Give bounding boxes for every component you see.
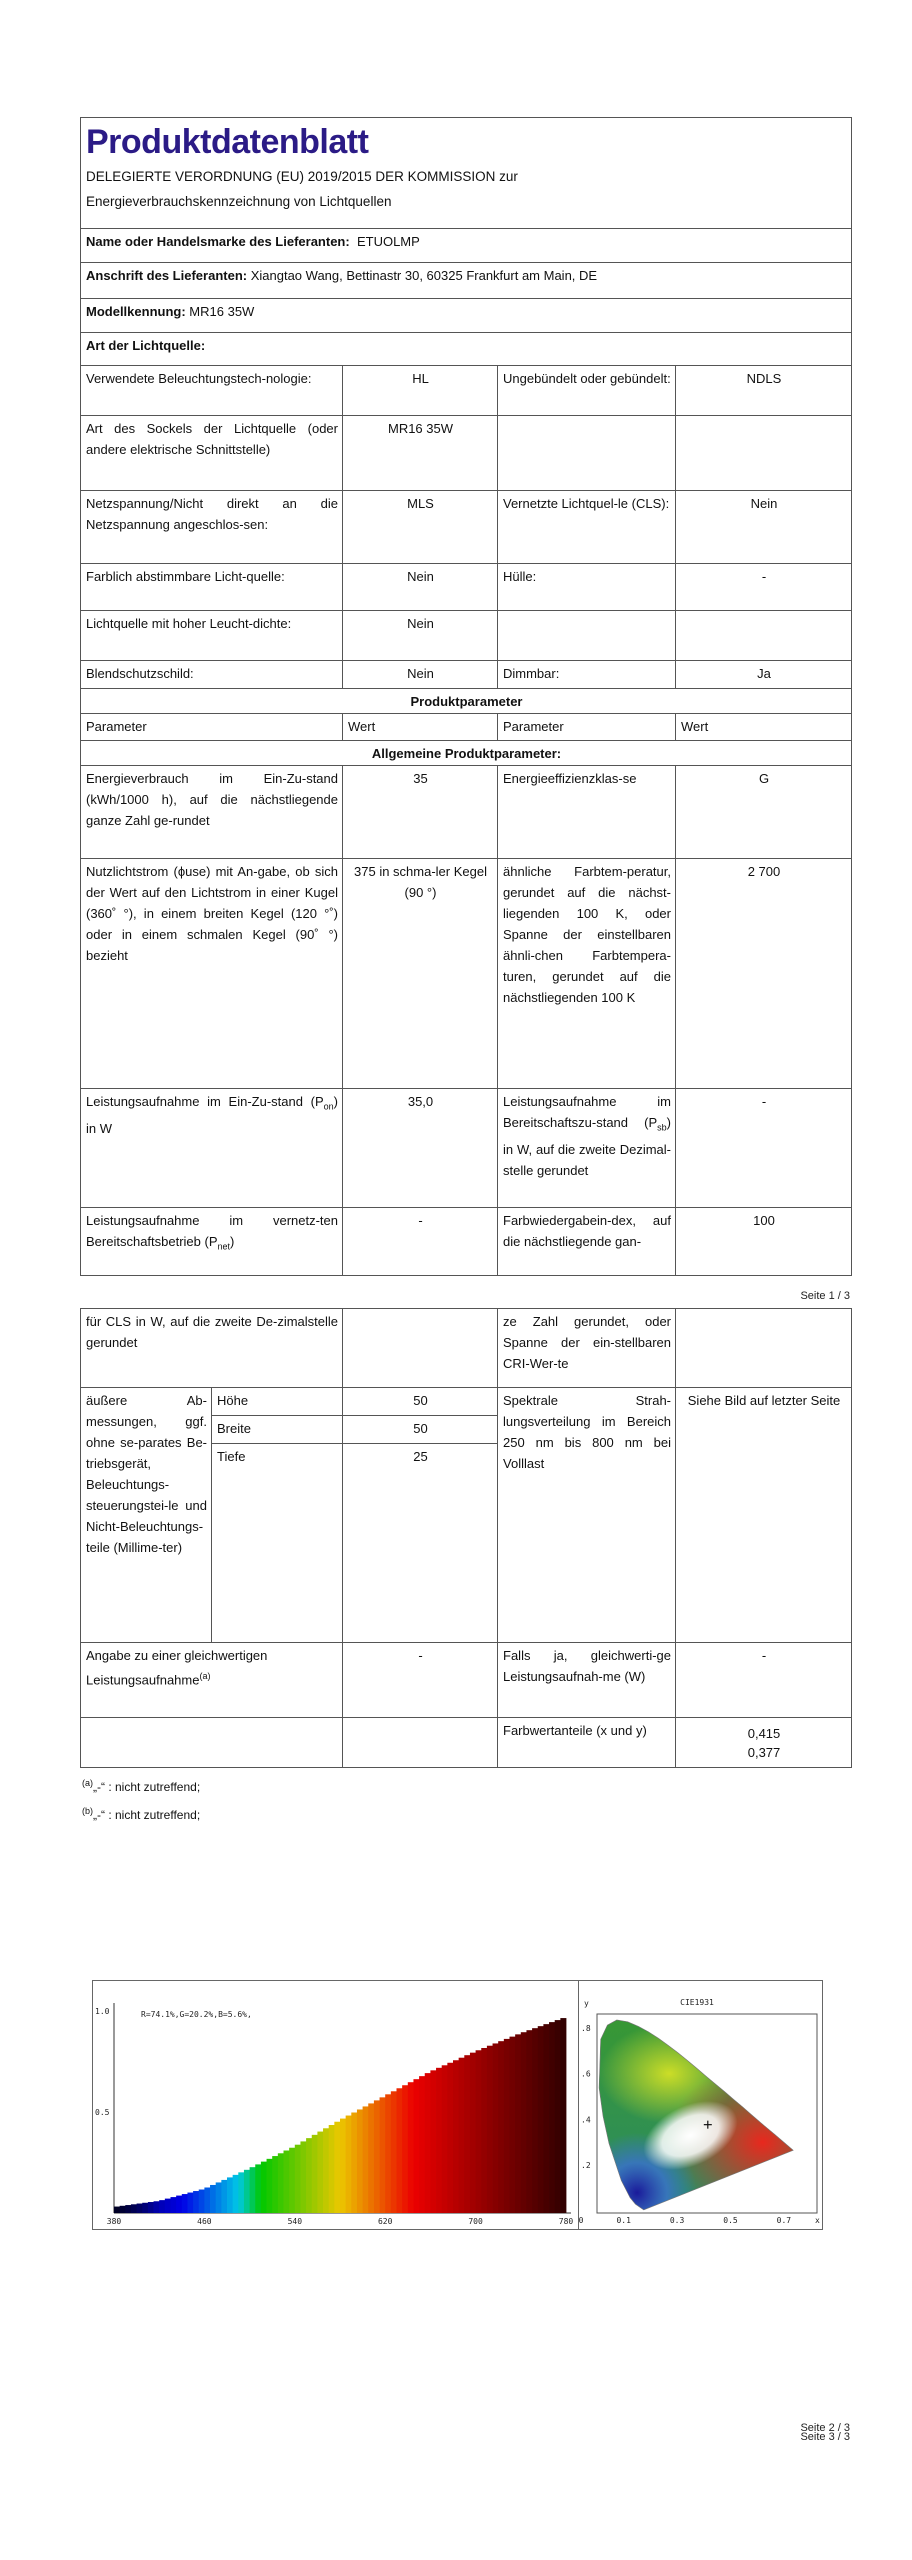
- table-row: [81, 1718, 852, 1768]
- spectrum-bar: [447, 2063, 453, 2213]
- spectrum-bar: [408, 2082, 414, 2213]
- general-parameters-heading: [81, 741, 852, 766]
- spectrum-bar: [244, 2170, 250, 2213]
- y-tick-label: .4: [581, 2115, 591, 2125]
- param-label: ähnliche Farbtem-peratur, gerundet auf die nächst-liegenden 100 K, oder Spanne der einstellbaren ähnli-chen Farbtempera-turen, gerundet auf die nächstliegenden 100 K: [498, 859, 676, 1089]
- footnote-text: „-“ : nicht zutreffend;: [93, 1780, 201, 1794]
- footnote: [82, 1806, 200, 1822]
- spectrum-bar: [543, 2024, 549, 2213]
- spectrum-bar: [419, 2076, 425, 2213]
- footnote-ref: (a): [199, 1671, 211, 1681]
- column-header: Parameter: [498, 714, 676, 741]
- table-row: [81, 366, 852, 416]
- spectrum-bar: [250, 2167, 256, 2213]
- spectrum-figure: [92, 1980, 823, 2230]
- footnote-mark: (b): [82, 1806, 93, 1816]
- x-tick-label: 0.7: [776, 2216, 792, 2225]
- x-tick-label: 380: [106, 2217, 122, 2226]
- empty-cell: [81, 1718, 343, 1768]
- table-row: [81, 564, 852, 611]
- spectrum-bar: [351, 2113, 357, 2213]
- spectrum-bar: [464, 2055, 470, 2213]
- spectrum-bar: [532, 2028, 538, 2213]
- spectrum-bar: [430, 2070, 436, 2213]
- param-label: Verwendete Beleuchtungstech-nologie:: [81, 366, 343, 416]
- spectrum-bar: [227, 2177, 233, 2213]
- x-tick-label: 0.3: [669, 2216, 685, 2225]
- dimension-label: Breite: [212, 1416, 343, 1444]
- param-value: 375 in schma-ler Kegel (90 °): [343, 859, 498, 1089]
- spectrum-bar: [312, 2135, 318, 2213]
- param-label: Blendschutzschild:: [81, 661, 343, 689]
- dimension-value: 50: [343, 1416, 498, 1444]
- spectrum-bar: [549, 2022, 555, 2213]
- spectrum-bar: [470, 2053, 476, 2213]
- spectrum-bar: [380, 2097, 386, 2213]
- spectrum-bar: [538, 2026, 544, 2213]
- param-value: G: [676, 766, 852, 859]
- spectrum-bar: [510, 2037, 516, 2213]
- param-value: -: [676, 1089, 852, 1208]
- supplier-address-label: Anschrift des Lieferanten:: [86, 268, 248, 283]
- param-label: Hülle:: [498, 564, 676, 611]
- spectrum-bar: [295, 2145, 301, 2213]
- param-label: [81, 1643, 343, 1718]
- table-row: [81, 1208, 852, 1276]
- spectrum-bar: [340, 2119, 346, 2213]
- product-datasheet-table-continued: [80, 1308, 852, 1768]
- y-tick-label: 0.5: [95, 2108, 110, 2117]
- param-label: Spektrale Strah-lungsverteilung im Bereich 250 nm bis 800 nm bei Volllast: [498, 1388, 676, 1643]
- spectrum-bar: [357, 2109, 363, 2213]
- label-subscript: on: [323, 1101, 334, 1112]
- param-label: Art des Sockels der Lichtquelle (oder andere elektrische Schnittstelle): [81, 416, 343, 491]
- spectrum-bar: [459, 2058, 465, 2213]
- param-label: für CLS in W, auf die zweite De-zimalstelle gerundet: [81, 1309, 343, 1388]
- param-value: MR16 35W: [343, 416, 498, 491]
- spectrum-bar: [413, 2079, 419, 2213]
- light-source-type-label: Art der Lichtquelle:: [86, 338, 206, 353]
- page-title: Produktdatenblatt: [86, 123, 369, 161]
- table-row: [81, 661, 852, 689]
- supplier-address-row: [81, 263, 852, 299]
- param-label: [498, 1089, 676, 1208]
- param-label: Nutzlichtstrom (ϕuse) mit An-gabe, ob sich der Wert auf den Lichtstrom in einer Kugel (360˚ °), in einem breiten Kegel (120 °˚) oder in einem schmalen Kegel (90˚ °) bezieht: [81, 859, 343, 1089]
- spectrum-bar: [498, 2041, 504, 2213]
- footnote: [82, 1778, 200, 1794]
- x-tick-label: 0: [579, 2216, 584, 2225]
- param-value: -: [343, 1643, 498, 1718]
- spectrum-bar: [159, 2200, 165, 2213]
- dimension-value: 25: [343, 1444, 498, 1643]
- param-label: ze Zahl gerundet, oder Spanne der ein-stellbaren CRI-Wer-te: [498, 1309, 676, 1388]
- label-text: ) in W, auf die zweite Dezimal-stelle gerundet: [503, 1115, 671, 1178]
- chromaticity-x: 0,415: [747, 1726, 781, 1741]
- spectrum-bar: [289, 2148, 295, 2213]
- model-label: Modellkennung:: [86, 304, 186, 319]
- spectrum-bar: [504, 2039, 510, 2213]
- product-parameters-heading: [81, 689, 852, 714]
- table-row: [81, 1643, 852, 1718]
- spectrum-bar: [521, 2032, 527, 2213]
- spectrum-bar: [221, 2180, 227, 2213]
- param-value: NDLS: [676, 366, 852, 416]
- label-text: Leistungsaufnahme im vernetz-ten Bereitschaftsbetrieb (P: [86, 1213, 338, 1249]
- label-text: Leistungsaufnahme im Bereitschaftszu-stand (P: [503, 1094, 671, 1130]
- param-value: Nein: [343, 661, 498, 689]
- param-label: Farblich abstimmbare Licht-quelle:: [81, 564, 343, 611]
- column-header: Wert: [676, 714, 852, 741]
- spectrum-bar: [216, 2182, 222, 2213]
- spectrum-bar: [204, 2187, 210, 2213]
- param-label: [498, 416, 676, 491]
- spectrum-bar: [199, 2190, 205, 2213]
- model-value: MR16 35W: [189, 304, 255, 319]
- spectrum-bar: [171, 2197, 177, 2213]
- param-value: 35: [343, 766, 498, 859]
- param-label: Vernetzte Lichtquel-le (CLS):: [498, 491, 676, 564]
- param-value: Nein: [343, 611, 498, 661]
- param-label: Energieeffizienzklas-se: [498, 766, 676, 859]
- param-value: Nein: [343, 564, 498, 611]
- spectrum-bar: [267, 2159, 273, 2213]
- regulation-line-1: DELEGIERTE VERORDNUNG (EU) 2019/2015 DER KOMMISSION zur: [86, 169, 518, 184]
- spectrum-bar: [346, 2116, 352, 2213]
- param-label: Dimmbar:: [498, 661, 676, 689]
- spectrum-bar: [515, 2034, 521, 2213]
- rgb-annotation: R=74.1%,G=20.2%,B=5.6%,: [141, 2010, 252, 2019]
- y-tick-label: .8: [581, 2023, 591, 2033]
- spectrum-bar: [165, 2199, 171, 2213]
- column-header-row: [81, 714, 852, 741]
- spectrum-bar: [300, 2141, 306, 2213]
- param-value: Ja: [676, 661, 852, 689]
- param-label: [81, 1208, 343, 1276]
- spectrum-bar: [555, 2020, 561, 2213]
- header-block: [81, 118, 852, 229]
- label-text: Angabe zu einer gleichwertigen Leistungsaufnahme: [86, 1648, 268, 1688]
- spectrum-bar: [374, 2100, 380, 2213]
- spectrum-bar: [120, 2206, 126, 2213]
- param-label: Energieverbrauch im Ein-Zu-stand (kWh/1000 h), auf die nächstliegende ganze Zahl ge-rundet: [81, 766, 343, 859]
- spectrum-bar: [436, 2068, 442, 2213]
- label-subscript: net: [217, 1241, 231, 1252]
- x-tick-label: 460: [197, 2217, 212, 2226]
- spectrum-bar: [210, 2185, 216, 2213]
- param-label: Ungebündelt oder gebündelt:: [498, 366, 676, 416]
- y-axis-label: y: [584, 1999, 589, 2008]
- param-value: [676, 416, 852, 491]
- table-row: [81, 1089, 852, 1208]
- chart-title: CIE1931: [680, 1998, 714, 2007]
- spectrum-bar: [114, 2207, 120, 2213]
- spectrum-bar: [142, 2203, 148, 2213]
- param-label: Netzspannung/Nicht direkt an die Netzspannung angeschlos-sen:: [81, 491, 343, 564]
- spectrum-bar: [125, 2205, 131, 2213]
- param-value: -: [676, 564, 852, 611]
- table-row: [81, 1309, 852, 1388]
- spectrum-bar: [334, 2122, 340, 2213]
- supplier-name-value: ETUOLMP: [356, 234, 420, 249]
- table-row: [81, 859, 852, 1089]
- param-value: HL: [343, 366, 498, 416]
- spectrum-bar: [131, 2204, 137, 2213]
- spectrum-bar: [323, 2128, 329, 2213]
- param-label: Farbwiedergabein-dex, auf die nächstliegende gan-: [498, 1208, 676, 1276]
- spectrum-bar: [261, 2162, 267, 2213]
- footnote-mark: (a): [82, 1778, 93, 1788]
- x-tick-label: 780: [558, 2217, 574, 2226]
- spectrum-bar: [391, 2091, 397, 2213]
- column-header: Wert: [343, 714, 498, 741]
- spectrum-bar: [397, 2088, 403, 2213]
- spectrum-bar: [487, 2046, 493, 2213]
- empty-cell: [343, 1718, 498, 1768]
- label-text: ): [230, 1234, 235, 1249]
- param-value: 2 700: [676, 859, 852, 1089]
- spectrum-bar: [402, 2085, 408, 2213]
- spectrum-bar: [148, 2202, 154, 2213]
- param-value: Nein: [676, 491, 852, 564]
- param-value: -: [343, 1208, 498, 1276]
- spectrum-bar: [476, 2050, 482, 2213]
- param-label: Farbwertanteile (x und y): [498, 1718, 676, 1768]
- spectrum-bar: [481, 2048, 487, 2213]
- supplier-name-label: Name oder Handelsmarke des Lieferanten:: [86, 234, 350, 249]
- label-text: ) in W: [86, 1094, 338, 1136]
- param-value: -: [676, 1643, 852, 1718]
- param-value: [676, 611, 852, 661]
- table-row: [81, 1388, 852, 1416]
- param-value: 35,0: [343, 1089, 498, 1208]
- spectrum-bar: [137, 2204, 143, 2213]
- param-label: Lichtquelle mit hoher Leucht-dichte:: [81, 611, 343, 661]
- spectrum-bar: [255, 2164, 261, 2213]
- y-tick-label: 1.0: [95, 2007, 110, 2016]
- x-tick-label: 700: [468, 2217, 483, 2226]
- spectrum-bar: [453, 2060, 459, 2213]
- table-row: [81, 416, 852, 491]
- supplier-name-row: [81, 229, 852, 263]
- label-text: Leistungsaufnahme im Ein-Zu-stand (P: [86, 1094, 324, 1109]
- page-number: Seite 2 / 3: [800, 2422, 850, 2434]
- section-heading: Produktparameter: [410, 694, 523, 709]
- spectrum-bars: [114, 2018, 566, 2213]
- spectrum-bar: [187, 2193, 193, 2213]
- table-row: [81, 611, 852, 661]
- spectrum-bar: [176, 2196, 182, 2213]
- spectrum-bar: [493, 2043, 499, 2213]
- dimension-label: Höhe: [212, 1388, 343, 1416]
- page-number: Seite 1 / 3: [800, 1290, 850, 1302]
- y-tick-label: .2: [581, 2161, 591, 2171]
- page-number: Seite 3 / 3: [800, 2431, 850, 2443]
- param-value: [676, 1309, 852, 1388]
- spectrum-bar: [154, 2201, 160, 2213]
- spectrum-bar: [284, 2151, 290, 2213]
- spectrum-bar: [238, 2172, 244, 2213]
- chromaticity-y: 0,377: [747, 1745, 781, 1760]
- param-label: [498, 611, 676, 661]
- spectrum-bar: [368, 2103, 374, 2213]
- spectral-distribution-chart: [93, 1981, 578, 2229]
- spectrum-bar: [193, 2191, 199, 2213]
- x-tick-label: 0.5: [723, 2216, 738, 2225]
- dimension-value: 50: [343, 1388, 498, 1416]
- y-tick-label: .6: [581, 2069, 591, 2079]
- chromaticity-gamut: [579, 1981, 823, 2229]
- section-heading: Allgemeine Produktparameter:: [371, 746, 562, 761]
- x-tick-label: 620: [377, 2217, 393, 2226]
- param-value: Siehe Bild auf letzter Seite: [676, 1388, 852, 1643]
- model-row: [81, 299, 852, 333]
- param-label: [81, 1089, 343, 1208]
- param-value: [343, 1309, 498, 1388]
- spectrum-bar: [233, 2175, 239, 2213]
- supplier-address-value: Xiangtao Wang, Bettinastr 30, 60325 Frankfurt am Main, DE: [250, 268, 598, 283]
- x-tick-label: 540: [287, 2217, 303, 2226]
- table-row: [81, 766, 852, 859]
- spectrum-bar: [425, 2073, 431, 2213]
- spectrum-bar: [442, 2065, 448, 2213]
- spectrum-bar: [363, 2106, 369, 2213]
- param-label: Falls ja, gleichwerti-ge Leistungsaufnah-me (W): [498, 1643, 676, 1718]
- x-axis-label: x: [815, 2216, 820, 2225]
- param-value: 100: [676, 1208, 852, 1276]
- spectrum-bar: [385, 2094, 391, 2213]
- footnote-text: „-“ : nicht zutreffend;: [93, 1808, 201, 1822]
- spectrum-bar: [560, 2018, 566, 2213]
- x-tick-label: 0.1: [616, 2216, 631, 2225]
- dimensions-label: äußere Ab-messungen, ggf. ohne se-parates Be-triebsgerät, Beleuchtungs-steuerungstei-le und Nicht-Beleuchtungs-teile (Millime-ter): [81, 1388, 212, 1643]
- spectrum-bar: [278, 2153, 284, 2213]
- spectrum-bar: [272, 2156, 278, 2213]
- light-source-type-heading: [81, 333, 852, 366]
- spectrum-bar: [306, 2138, 312, 2213]
- spectrum-bar: [526, 2030, 532, 2213]
- product-datasheet-table: [80, 117, 852, 1276]
- table-row: [81, 491, 852, 564]
- param-value: MLS: [343, 491, 498, 564]
- label-subscript: sb: [657, 1122, 667, 1133]
- spectrum-bar: [317, 2132, 323, 2213]
- column-header: Parameter: [81, 714, 343, 741]
- param-value: [676, 1718, 852, 1768]
- spectrum-bar: [329, 2125, 335, 2213]
- cie1931-chart: [579, 1981, 823, 2229]
- dimension-label: Tiefe: [212, 1444, 343, 1643]
- regulation-line-2: Energieverbrauchskennzeichnung von Lichtquellen: [86, 194, 392, 209]
- spectrum-bar: [182, 2194, 188, 2213]
